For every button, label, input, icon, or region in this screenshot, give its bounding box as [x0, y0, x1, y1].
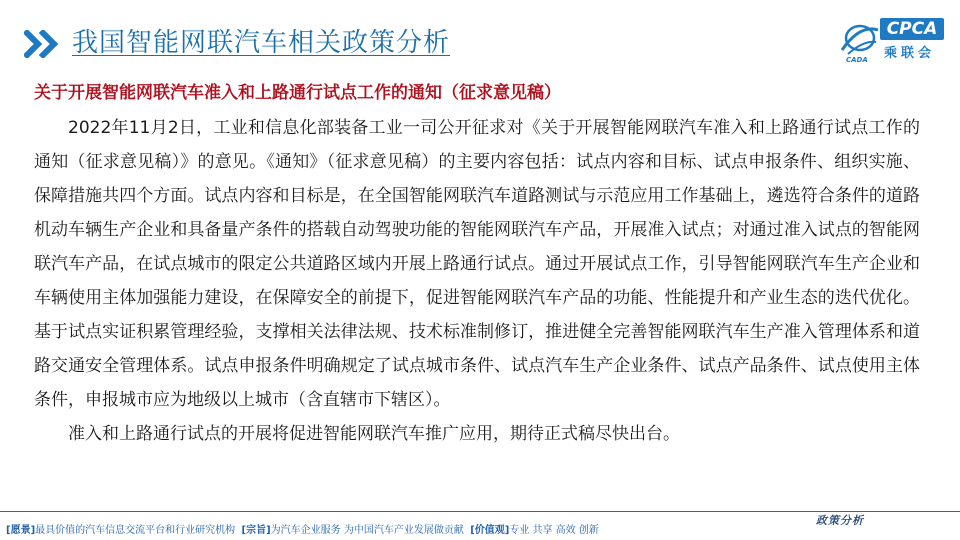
page-title: 我国智能网联汽车相关政策分析	[72, 28, 451, 58]
footer-motto	[6, 521, 599, 536]
cpca-logo	[838, 16, 946, 66]
paragraph-1: 2022年11月2日，工业和信息化部装备工业一司公开征求对《关于开展智能网联汽车准入和上路通行试点工作的通知（征求意见稿）》的意见。《通知》（征求意见稿）的主要内容包括：试点内容和目标、试点申报条件、组织实施、保障措施共四个方面。试点内容和目标是，在全国智能网联汽车道路测试与示范应用工作基础上，遴选符合条件的道路机动车辆生产企业和具备量产条件的搭载自动驾驶功能的智能网联汽车产品，开展准入试点；对通过准入试点的智能网联汽车产品，在试点城市的限定公共道路区域内开展上路通行试点。通过开展试点工作，引导智能网联汽车生产企业和车辆使用主体加强能力建设，在保障安全的前提下，促进智能网联汽车产品的功能、性能提升和产业生态的迭代优化。基于试点实证积累管理经验，支撑相关法律法规、技术标准制修订，推进健全完善智能网联汽车生产准入管理体系和道路交通安全管理体系。试点申报条件明确规定了试点城市条件、试点汽车生产企业条件、试点产品条件、试点使用主体条件，申报城市应为地级以上城市（含直辖市下辖区）。	[34, 118, 920, 410]
footer-section-name: 政策分析	[816, 514, 864, 527]
values-text: 专业 共享 高效 创新	[509, 525, 599, 536]
vision-label: [愿景]	[6, 525, 36, 536]
globe-swoosh-icon	[838, 20, 880, 60]
logo-brand-cn: 乘联会	[884, 46, 936, 61]
purpose-label: [宗旨]	[241, 525, 271, 536]
double-chevron-icon	[24, 30, 64, 58]
values-label: [价值观]	[470, 525, 510, 536]
vision-text: 最具价值的汽车信息交流平台和行业研究机构	[35, 525, 236, 536]
logo-brand-text: CPCA	[880, 18, 944, 40]
document-subtitle: 关于开展智能网联汽车准入和上路通行试点工作的通知（征求意见稿）	[34, 83, 561, 103]
logo-small-mark: CADA	[846, 56, 868, 64]
purpose-text: 为汽车企业服务 为中国汽车产业发展做贡献	[270, 525, 464, 536]
document-body	[34, 111, 920, 451]
paragraph-2: 准入和上路通行试点的开展将促进智能网联汽车推广应用，期待正式稿尽快出台。	[68, 424, 680, 444]
